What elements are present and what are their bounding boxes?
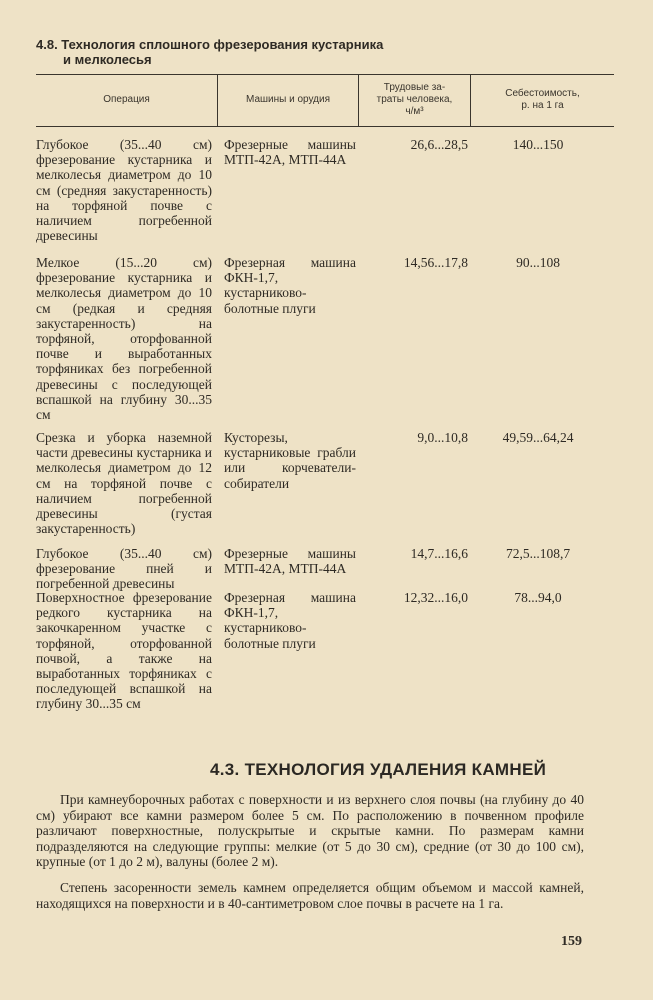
row-labor: 9,0...10,8 <box>417 430 468 445</box>
header-labor-line1: Трудовые за- <box>383 82 446 93</box>
table-title <box>36 37 456 67</box>
row-operation: Мелкое (15...20 см) фрезерование кустарника и мелколесья диаметром до 10 см (редкая и средняя закустаренность) на торфяной, оторфованной почве и выработанных торфяниках без погребенной древесины с последующей вспашкой на глубину 30...35 см <box>36 255 212 423</box>
table-header-rule <box>36 126 614 127</box>
table-title-line1: 4.8. Технология сплошного фрезерования кустарника <box>36 37 384 52</box>
row-operation: Срезка и уборка наземной части древесины кустарника и мелколесья диаметром до 12 см на торфяной почве с наличием погребенной древесины (густая закустаренность) <box>36 430 212 537</box>
paragraph: При камнеуборочных работах с поверхности и из верхнего слоя почвы (на глубину до 40 см) убирают все камни размером более 5 см. По расположению в почвенном профиле различают поверхностные, полускрытые и скрытые камни. По размерам камни подразделяются на следующие группы: мелкие (от 5 до 30 см), средние (от 30 до 100 см), крупные (от 1 до 2 м), валуны (более 2 м). <box>36 792 584 869</box>
table-title-line2: и мелколесья <box>63 52 152 67</box>
header-operation: Операция <box>103 94 150 105</box>
header-labor-line2: траты человека, <box>376 94 453 105</box>
row-operation: Глубокое (35...40 см) фрезерование пней и погребенной древесины <box>36 546 212 592</box>
row-labor: 14,56...17,8 <box>403 255 468 270</box>
row-operation: Поверхностное фрезерование редкого кустарника на закочкаренном участке с торфяной, оторфованной почвой, а также на выработанных торфяниках с последующей вспашкой на глубину 30...35 см <box>36 590 212 712</box>
header-labor-line3: ч/м³ <box>405 106 424 117</box>
row-machines: Фрезерные машины МТП-42А, МТП-44А <box>224 137 356 168</box>
row-cost: 78...94,0 <box>514 590 562 605</box>
row-cost: 49,59...64,24 <box>502 430 574 445</box>
row-labor: 12,32...16,0 <box>403 590 468 605</box>
header-machines: Машины и орудия <box>246 94 330 105</box>
row-machines: Фрезерные машины МТП-42А, МТП-44А <box>224 546 356 577</box>
row-labor: 26,6...28,5 <box>410 137 468 152</box>
row-cost: 140...150 <box>512 137 564 152</box>
row-operation: Глубокое (35...40 см) фрезерование кустарника и мелколесья диаметром до 10 см (средняя закустаренность) на торфяной почве с наличием погребенной древесины <box>36 137 212 244</box>
row-machines: Фрезерная машина ФКН-1,7, кустарниково-болотные плуги <box>224 255 356 316</box>
row-machines: Кусторезы, кустарниковые грабли или корчеватели-собиратели <box>224 430 356 491</box>
header-labor <box>359 74 470 126</box>
row-cost: 90...108 <box>516 255 560 270</box>
header-cost-line1: Себестоимость, <box>505 88 580 99</box>
row-labor: 14,7...16,6 <box>410 546 468 561</box>
paragraph: Степень засоренности земель камнем определяется общим объемом и массой камней, находящихся на поверхности и в 40-сантиметровом слое почвы в расчете на 1 га. <box>36 880 584 911</box>
row-cost: 72,5...108,7 <box>505 546 571 561</box>
header-cost-line2: р. на 1 га <box>521 100 564 111</box>
row-machines: Фрезерная машина ФКН-1,7, кустарниково-болотные плуги <box>224 590 356 651</box>
header-cost <box>471 74 614 126</box>
page-number: 159 <box>561 934 582 949</box>
section-heading: 4.3. ТЕХНОЛОГИЯ УДАЛЕНИЯ КАМНЕЙ <box>210 760 547 779</box>
